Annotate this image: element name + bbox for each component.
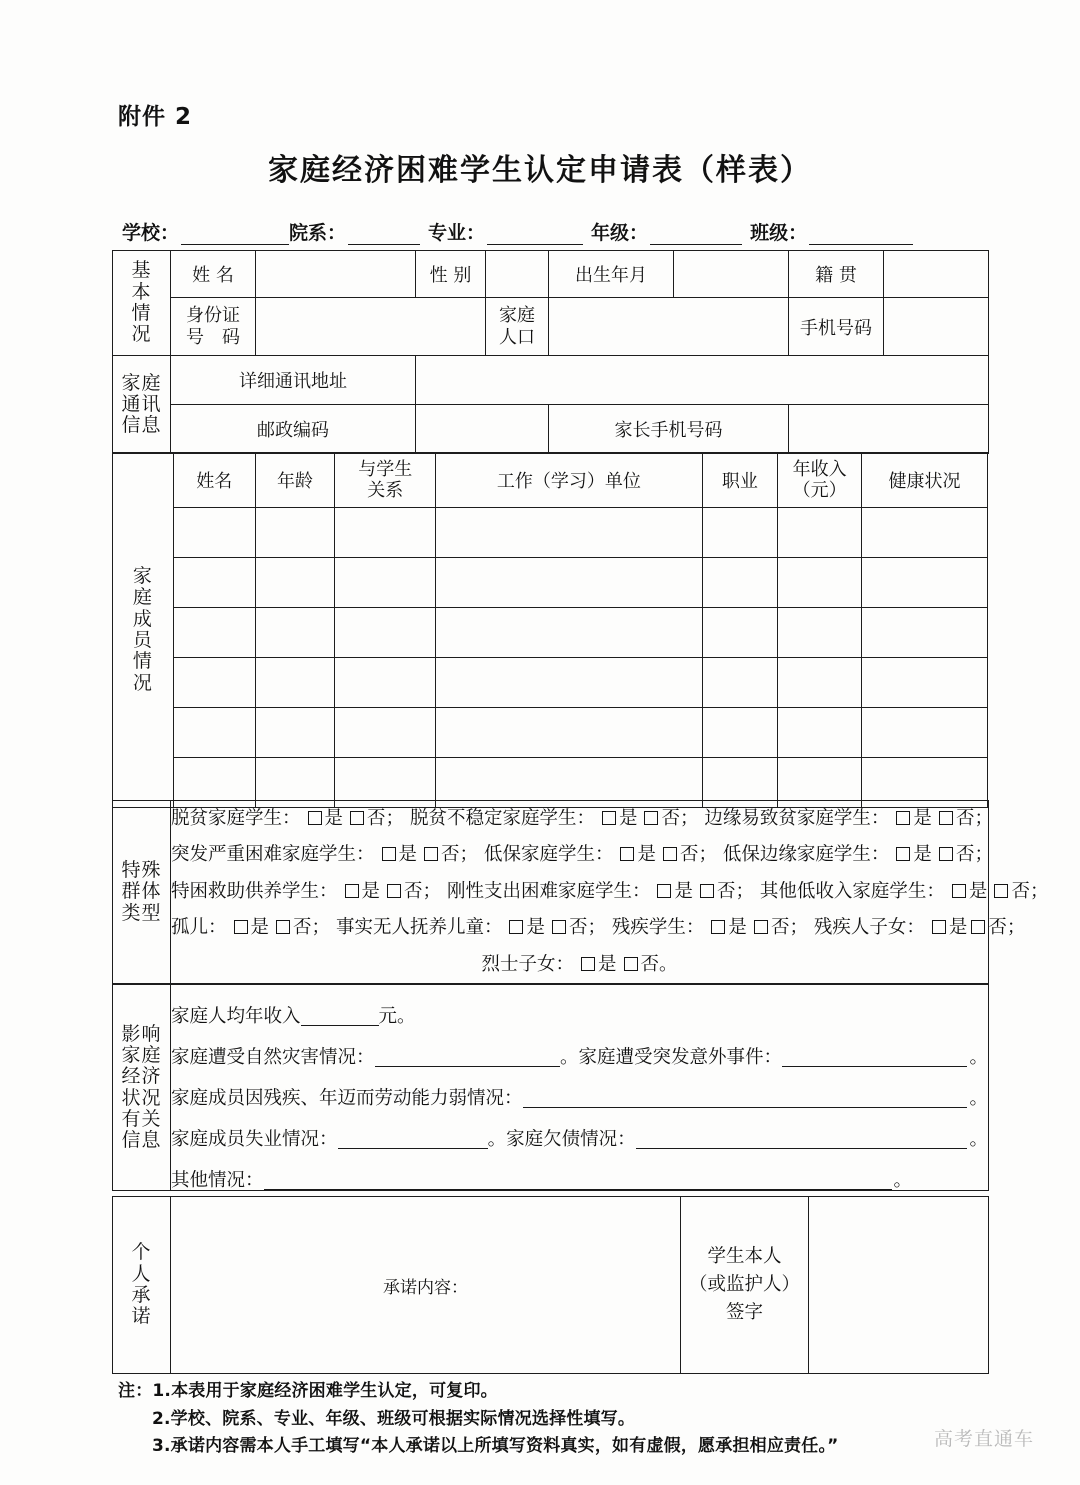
table-row: [113, 405, 989, 454]
checkbox-yes[interactable]: [896, 847, 910, 861]
influence-info-fields: [171, 985, 989, 1191]
gender-label: 性 别: [416, 251, 486, 298]
unemployment-debt-row: 家庭成员失业情况： 。家庭欠债情况： 。: [171, 1128, 988, 1150]
commitment-table: [112, 1196, 989, 1374]
family-size-label: 家庭 人口: [486, 298, 549, 356]
checkbox-yes[interactable]: [657, 884, 671, 898]
address-field[interactable]: [416, 356, 989, 405]
disaster-row: 家庭遭受自然灾害情况： 。家庭遭受突发意外事件： 。: [171, 1046, 988, 1068]
per-capita-income-row: 家庭人均年收入 元。: [171, 1005, 416, 1027]
note-line-2: 2.学校、院系、专业、年级、班级可根据实际情况选择性填写。: [152, 1408, 636, 1429]
cell-name[interactable]: [173, 558, 255, 608]
birth-date-field[interactable]: [674, 251, 789, 298]
special-group-line: 孤儿： 是 否； 事实无人抚养儿童： 是 否； 残疾学生： 是 否； 残疾人子女： 是 否；: [171, 917, 1026, 939]
cell-workplace[interactable]: [436, 658, 702, 708]
other-situation-blank[interactable]: [264, 1173, 892, 1190]
department-label: 院系：: [289, 222, 347, 244]
identity-line: [122, 218, 982, 245]
cell-income[interactable]: [778, 508, 862, 558]
cell-workplace[interactable]: [436, 708, 702, 758]
cell-relation[interactable]: [335, 608, 436, 658]
checkbox-no[interactable]: [939, 811, 953, 825]
school-label: 学校：: [122, 222, 180, 244]
accident-blank[interactable]: [782, 1050, 967, 1067]
checkbox-no[interactable]: [552, 920, 566, 934]
table-row: [113, 453, 988, 508]
checkbox-no[interactable]: [424, 847, 438, 861]
grade-label: 年级：: [591, 222, 649, 244]
id-number-field[interactable]: [256, 298, 486, 356]
checkbox-no[interactable]: [663, 847, 677, 861]
cell-workplace[interactable]: [436, 508, 702, 558]
checkbox-no[interactable]: [754, 920, 768, 934]
checkbox-yes[interactable]: [711, 920, 725, 934]
special-group-section-label: 特殊 群体 类型: [113, 801, 171, 984]
cell-age[interactable]: [255, 708, 335, 758]
notes-block: [118, 1378, 839, 1461]
page-title: 家庭经济困难学生认定申请表（样表）: [268, 153, 812, 188]
col-header-health: 健康状况: [862, 453, 988, 508]
checkbox-yes[interactable]: [602, 811, 616, 825]
checkbox-no[interactable]: [700, 884, 714, 898]
debt-blank[interactable]: [636, 1132, 968, 1149]
native-place-field[interactable]: [884, 251, 989, 298]
special-group-line: 突发严重困难家庭学生： 是 否； 低保家庭学生： 是 否； 低保边缘家庭学生： 是 否；: [171, 844, 993, 866]
cell-relation[interactable]: [335, 558, 436, 608]
cell-income[interactable]: [778, 708, 862, 758]
special-group-options: [171, 801, 1049, 984]
disability-blank[interactable]: [523, 1091, 968, 1108]
signature-label: 学生本人 （或监护人） 签字: [681, 1197, 809, 1374]
cell-health[interactable]: [862, 658, 988, 708]
special-group-line: 烈士子女： 是 否。: [481, 953, 678, 975]
commitment-content-label: 承诺内容：: [383, 1277, 468, 1298]
watermark: 高考直通车: [934, 1428, 1035, 1450]
table-row: [113, 251, 989, 298]
checkbox-yes[interactable]: [234, 920, 248, 934]
cell-income[interactable]: [778, 558, 862, 608]
unemployment-blank[interactable]: [338, 1132, 488, 1149]
name-field[interactable]: [256, 251, 416, 298]
cell-relation[interactable]: [335, 708, 436, 758]
col-header-age: 年龄: [255, 453, 335, 508]
cell-relation[interactable]: [335, 508, 436, 558]
signature-field[interactable]: [809, 1197, 989, 1374]
contact-info-section-label: 家庭 通讯 信息: [113, 356, 171, 454]
special-group-line: 特困救助供养学生： 是 否； 刚性支出困难家庭学生： 是 否； 其他低收入家庭学生： 是 否；: [171, 880, 1049, 902]
table-row: [113, 608, 988, 658]
address-label: 详细通讯地址: [171, 356, 416, 405]
school-blank[interactable]: [181, 227, 289, 245]
cell-occupation[interactable]: [702, 658, 778, 708]
cell-age[interactable]: [255, 658, 335, 708]
natural-disaster-blank[interactable]: [375, 1050, 560, 1067]
cell-relation[interactable]: [335, 658, 436, 708]
cell-health[interactable]: [862, 508, 988, 558]
influence-info-section-label: 影响 家庭 经济 状况 有关 信息: [113, 985, 171, 1191]
checkbox-yes[interactable]: [308, 811, 322, 825]
cell-health[interactable]: [862, 608, 988, 658]
class-label: 班级：: [750, 222, 808, 244]
checkbox-no[interactable]: [350, 811, 364, 825]
birth-date-label: 出生年月: [549, 251, 674, 298]
name-label: 姓 名: [171, 251, 256, 298]
special-group-line: 脱贫家庭学生： 是 否； 脱贫不稳定家庭学生： 是 否； 边缘易致贫家庭学生： 是 否；: [171, 808, 993, 829]
family-members-table: [112, 452, 988, 808]
col-header-occupation: 职业: [702, 453, 778, 508]
col-header-name: 姓名: [173, 453, 255, 508]
checkbox-yes[interactable]: [581, 957, 595, 971]
cell-occupation[interactable]: [702, 708, 778, 758]
mobile-label: 手机号码: [789, 298, 884, 356]
cell-health[interactable]: [862, 708, 988, 758]
parent-mobile-label: 家长手机号码: [549, 405, 789, 454]
department-blank[interactable]: [348, 227, 420, 245]
basic-and-contact-table: [112, 250, 989, 454]
checkbox-no[interactable]: [939, 847, 953, 861]
checkbox-yes[interactable]: [509, 920, 523, 934]
cell-age[interactable]: [255, 558, 335, 608]
table-row: [113, 1197, 989, 1374]
checkbox-yes[interactable]: [952, 884, 966, 898]
col-header-relation: 与学生 关系: [335, 453, 436, 508]
cell-income[interactable]: [778, 608, 862, 658]
checkbox-no[interactable]: [624, 957, 638, 971]
basic-info-section-label: 基 本 情 况: [113, 251, 171, 356]
checkbox-no[interactable]: [644, 811, 658, 825]
note-line-1: 注：1.本表用于家庭经济困难学生认定，可复印。: [118, 1381, 498, 1401]
special-group-table: [112, 800, 1049, 984]
native-place-label: 籍 贯: [789, 251, 884, 298]
cell-name[interactable]: [173, 708, 255, 758]
checkbox-yes[interactable]: [620, 847, 634, 861]
family-size-field[interactable]: [549, 298, 789, 356]
cell-occupation[interactable]: [702, 558, 778, 608]
postcode-label: 邮政编码: [171, 405, 416, 454]
checkbox-yes[interactable]: [896, 811, 910, 825]
checkbox-no[interactable]: [387, 884, 401, 898]
attachment-label: 附件 2: [118, 104, 193, 130]
table-row: [113, 708, 988, 758]
major-label: 专业：: [428, 222, 486, 244]
cell-age[interactable]: [255, 508, 335, 558]
cell-occupation[interactable]: [702, 608, 778, 658]
cell-age[interactable]: [255, 608, 335, 658]
cell-income[interactable]: [778, 658, 862, 708]
checkbox-yes[interactable]: [382, 847, 396, 861]
postcode-field[interactable]: [416, 405, 549, 454]
class-blank[interactable]: [809, 227, 913, 245]
table-row: [113, 356, 989, 405]
checkbox-no[interactable]: [276, 920, 290, 934]
checkbox-no[interactable]: [971, 920, 985, 934]
col-header-income: 年收入 （元）: [778, 453, 862, 508]
note-line-3: 3.承诺内容需本人手工填写“本人承诺以上所填写资料真实，如有虚假，愿承担相应责任。”: [152, 1436, 839, 1457]
table-row: [113, 801, 989, 984]
cell-name[interactable]: [173, 508, 255, 558]
checkbox-no[interactable]: [994, 884, 1008, 898]
table-row: [113, 508, 988, 558]
cell-workplace[interactable]: [436, 608, 702, 658]
family-members-section-label: 家 庭 成 员 情 况: [113, 453, 174, 808]
checkbox-yes[interactable]: [932, 920, 946, 934]
table-row: [113, 298, 989, 356]
parent-mobile-field[interactable]: [789, 405, 989, 454]
col-header-workplace: 工作（学习）单位: [436, 453, 702, 508]
disability-row: 家庭成员因残疾、年迈而劳动能力弱情况： 。: [171, 1087, 988, 1109]
cell-health[interactable]: [862, 558, 988, 608]
commitment-section-label: 个 人 承 诺: [113, 1197, 171, 1374]
table-row: [113, 985, 989, 1191]
influence-info-table: [112, 984, 989, 1191]
commitment-content-field[interactable]: [171, 1197, 681, 1374]
cell-workplace[interactable]: [436, 558, 702, 608]
major-blank[interactable]: [487, 227, 583, 245]
table-row: [113, 558, 988, 608]
cell-occupation[interactable]: [702, 508, 778, 558]
checkbox-yes[interactable]: [345, 884, 359, 898]
mobile-field[interactable]: [884, 298, 989, 356]
per-capita-income-blank[interactable]: [301, 1009, 379, 1026]
cell-name[interactable]: [173, 658, 255, 708]
grade-blank[interactable]: [650, 227, 742, 245]
other-situation-row: 其他情况： 。: [171, 1169, 913, 1191]
id-number-label: 身份证 号 码: [171, 298, 256, 356]
table-row: [113, 658, 988, 708]
gender-field[interactable]: [486, 251, 549, 298]
cell-name[interactable]: [173, 608, 255, 658]
